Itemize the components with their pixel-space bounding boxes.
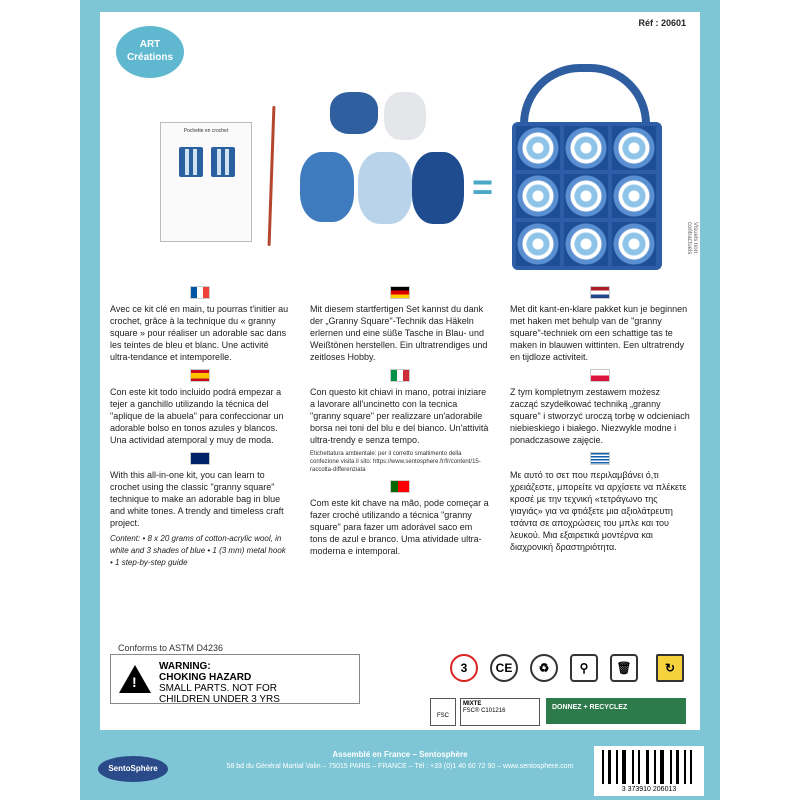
flag-germany-icon — [390, 286, 410, 299]
yarn-ball-white — [384, 92, 426, 140]
kit-contents-illustration — [160, 82, 700, 282]
bag-mini-icon — [179, 147, 203, 177]
bin-icon: 🗑 — [610, 654, 638, 682]
column-right — [510, 286, 690, 553]
flag-poland-icon — [590, 369, 610, 382]
crochet-hook — [268, 106, 276, 246]
text-it: Con questo kit chiavi in mano, potrai iniziare a lavorare all'uncinetto con la tecnica "granny square" per realizzare un'adorabile borsa nei toni del blu e del bianco. Un'attività ultra-trendy e senza tempo. — [310, 387, 489, 445]
granny-square — [516, 222, 560, 266]
flag-uk-icon — [190, 452, 210, 465]
text-nl: Met dit kant-en-klare pakket kun je beginnen met haken met behulp van de "granny square"-techniek om een schattige tas te maken in blauwen wittinten. Een ultratrendy en tijdloze activiteit. — [510, 304, 688, 362]
flag-spain-icon — [190, 369, 210, 382]
yarn-ball-dark-blue — [330, 92, 378, 134]
sorting-icon: ↻ — [656, 654, 684, 682]
art-creations-logo: ART Créations — [116, 26, 184, 78]
bag-mini-icon — [211, 147, 235, 177]
warning-triangle-icon: ! — [119, 665, 151, 693]
recycling-note: Etichettatura ambientale: per il corretto smaltimento della confezione visita il sito: https://www.sentosphere.fr/fr/content/15-raccolta-differenziata — [310, 451, 481, 473]
granny-square — [612, 126, 656, 170]
ce-mark-icon: CE — [490, 654, 518, 682]
text-es: Con este kit todo incluido podrá empezar a tejer a ganchillo utilizando la técnica del "aplique de la abuela" para confeccionar un adorable bolso en tonos azules y blancos. Una actividad atemporal y muy de moda. — [110, 387, 284, 445]
text-en: With this all-in-one kit, you can learn to crochet using the classic "granny square" technique to make an adorable bag in blue and white tones. A trendy and timeless craft project. — [110, 470, 284, 528]
yarn-ball-light-blue — [358, 152, 412, 224]
yarn-ball-navy — [412, 152, 464, 224]
granny-square — [516, 174, 560, 218]
flag-italy-icon — [390, 369, 410, 382]
footer — [80, 736, 720, 800]
granny-square — [612, 222, 656, 266]
granny-square — [516, 126, 560, 170]
choking-warning: ! WARNING: CHOKING HAZARD SMALL PARTS. NOT FOR CHILDREN UNDER 3 YRS — [110, 654, 360, 704]
reference-number: Réf : 20601 — [638, 18, 686, 28]
safety-icons — [450, 654, 700, 684]
company-address: 58 bd du Général Martial Valin – 75015 PARIS – FRANCE – Tél : +33 (0)1 40 60 72 90 – www.sentosphere.com — [226, 763, 574, 770]
text-de: Mit diesem startfertigen Set kannst du dank der „Granny Square"-Technik das Häkeln erlernen und eine süße Tasche in Blau- und Weißtönen herstellen. Ein ultratrendiges und zeitloses Hobby. — [310, 304, 488, 362]
fsc-mixte-label: MIXTE FSC® C101216 — [460, 698, 540, 726]
contents-list: Content: • 8 x 20 grams of cotton-acrylic wool, in white and 3 shades of blue • 1 (3 mm) metal hook • 1 step-by-step guide — [110, 534, 286, 567]
flag-france-icon — [190, 286, 210, 299]
text-pt: Com este kit chave na mão, pode começar a fazer croché utilizando a técnica "granny square" para fazer um adorável saco em tons de azul e branco. Uma atividade ultra-moderna e intemporal. — [310, 498, 489, 556]
triman-icon: ⚲ — [570, 654, 598, 682]
visual-disclaimer: Visuels non contractuels — [686, 222, 698, 255]
granny-square — [564, 222, 608, 266]
sentosphere-logo: SentoSphère — [98, 756, 168, 782]
recycle-info-label: DONNEZ + RECYCLEZ — [546, 698, 686, 724]
column-left — [110, 286, 290, 569]
finished-bag-image — [512, 122, 662, 270]
column-middle — [310, 286, 490, 557]
recycle-icon: ♻ — [530, 654, 558, 682]
granny-square — [564, 126, 608, 170]
granny-square — [564, 174, 608, 218]
age-restriction-icon: 3 — [450, 654, 478, 682]
text-pl: Z tym kompletnym zestawem możesz zacząć szydełkować techniką „granny square" i stworzyć uroczą torbę w odcieniach niebieskiego i białego. Niezwykle modne i ponadczasowe zajęcie. — [510, 387, 690, 445]
yarn-ball-mid-blue — [300, 152, 354, 222]
text-el: Με αυτό το σετ που περιλαμβάνει ό,τι χρειάζεστε, μπορείτε να αρχίσετε να πλέκετε κροσέ με την τεχνική «τετράγωνο της γιαγιάς» για να φτιάξετε μια αξιολάτρευτη τσάντα σε αποχρώσεις του μπλε και του λευκού. Μια εξαιρετικά μοντέρνα και διαχρονική δραστηριότητα. — [510, 470, 687, 552]
assembly-info: Assemblé en France – Sentosphère — [332, 750, 468, 759]
granny-square — [612, 174, 656, 218]
package-back-panel — [100, 12, 700, 730]
text-fr: Avec ce kit clé en main, tu pourras t'initier au crochet, grâce à la technique du « granny square » pour réaliser un adorable sac dans les teintes de bleu et blanc. Une activité ultra-tendance et intemporelle. — [110, 304, 289, 362]
instruction-sheet: Pochette en crochet — [160, 122, 252, 242]
astm-conformity: Conforms to ASTM D4236 — [118, 643, 224, 653]
flag-greece-icon — [590, 452, 610, 465]
barcode: 3 373910 206013 — [594, 746, 704, 796]
flag-netherlands-icon — [590, 286, 610, 299]
equals-sign: = — [472, 166, 494, 207]
flag-portugal-icon — [390, 480, 410, 493]
fsc-logo: FSC — [430, 698, 456, 726]
